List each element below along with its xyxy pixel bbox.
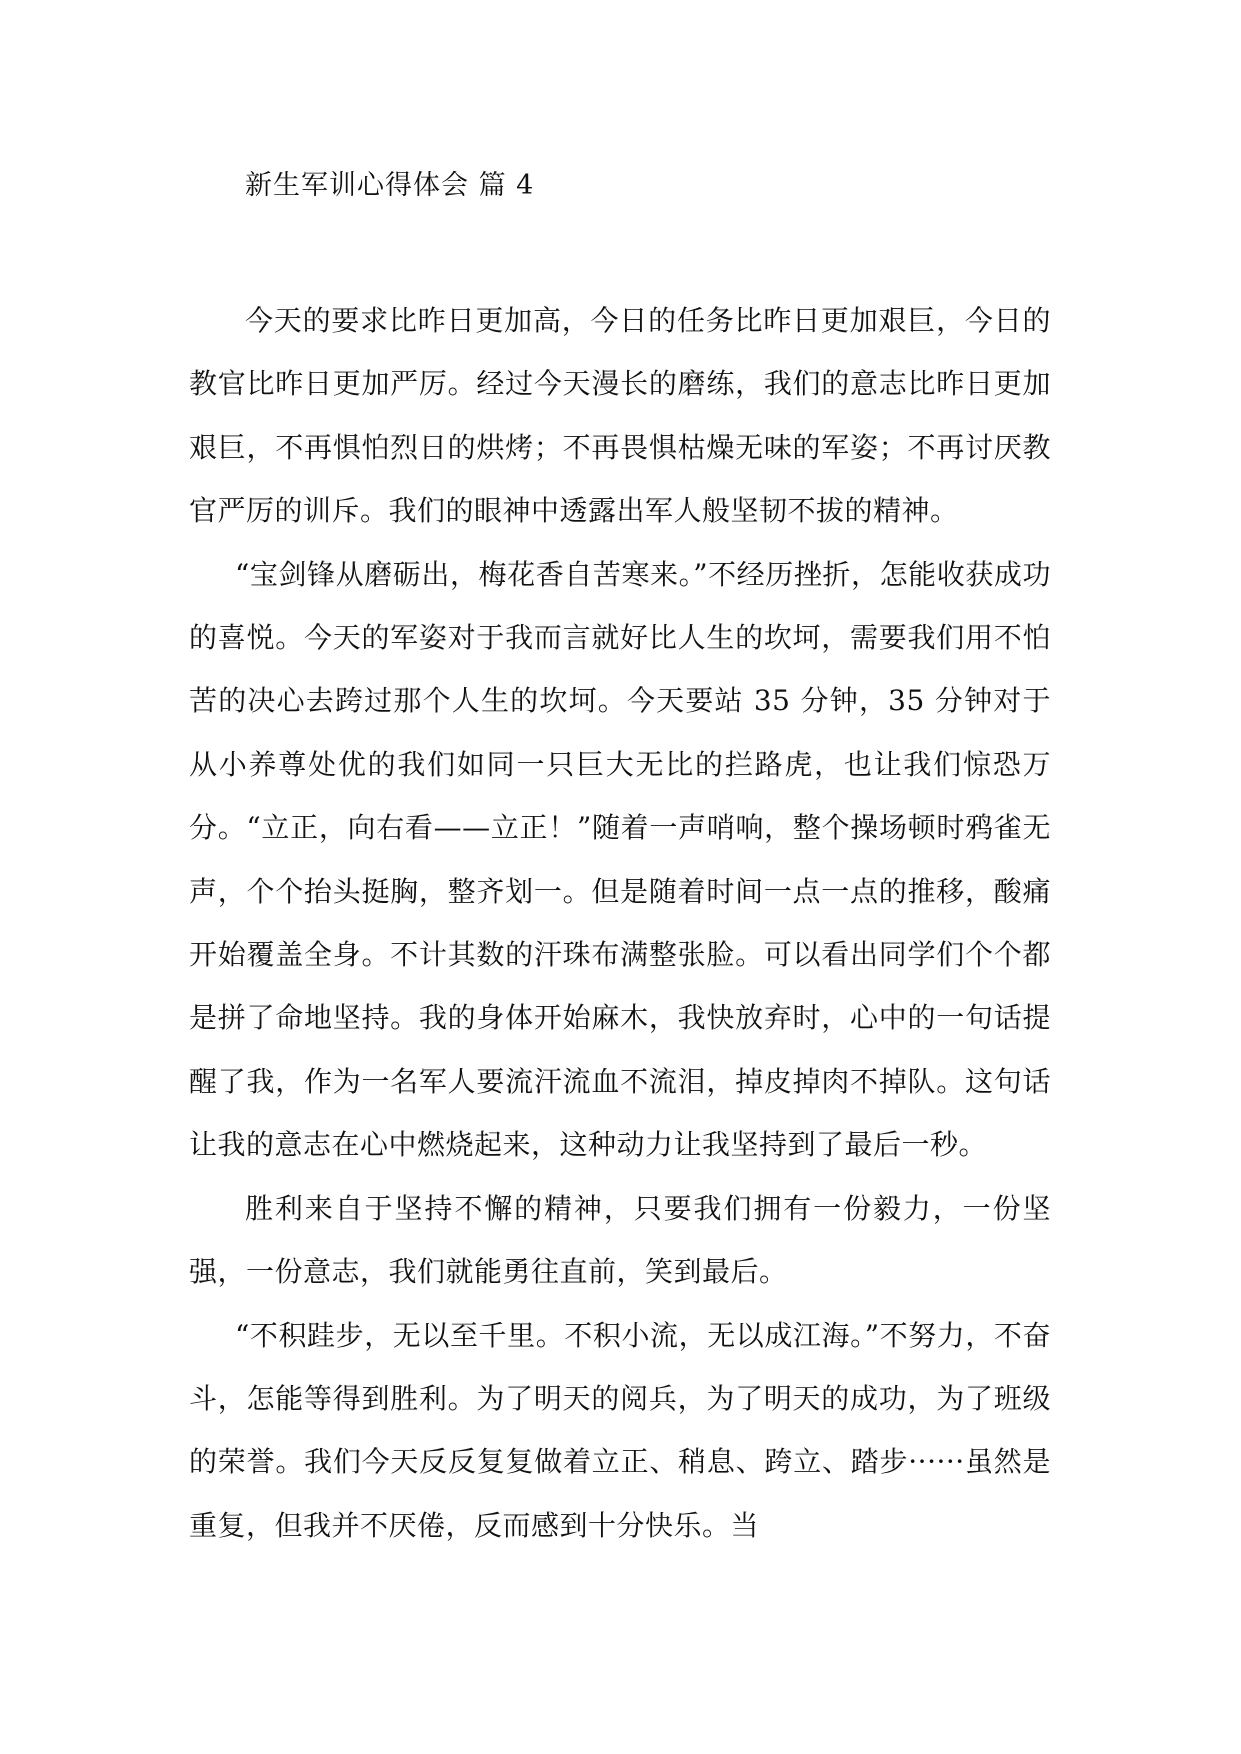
document-title: 新生军训心得体会 篇 4 <box>245 170 535 201</box>
document-body <box>189 289 1051 1557</box>
paragraph-2: “宝剑锋从磨砺出，梅花香自苦寒来。”不经历挫折，怎能收获成功的喜悦。今天的军姿对于我而言就好比人生的坎坷，需要我们用不怕苦的决心去跨过那个人生的坎坷。今天要站 35 分钟，35 分钟对于从小养尊处优的我们如同一只巨大无比的拦路虎，也让我们惊恐万分。“立正，向右看——立正！”随着一声哨响，整个操场顿时鸦雀无声，个个抬头挺胸，整齐划一。但是随着时间一点一点的推移，酸痛开始覆盖全身。不计其数的汗珠布满整张脸。可以看出同学们个个都是拼了命地坚持。我的身体开始麻木，我快放弃时，心中的一句话提醒了我，作为一名军人要流汗流血不流泪，掉皮掉肉不掉队。这句话让我的意志在心中燃烧起来，这种动力让我坚持到了最后一秒。 <box>189 557 1051 1162</box>
paragraph-4: “不积跬步，无以至千里。不积小流，无以成江海。”不努力，不奋斗，怎能等得到胜利。为了明天的阅兵，为了明天的成功，为了班级的荣誉。我们今天反反复复做着立正、稍息、跨立、踏步······虽然是重复，但我并不厌倦，反而感到十分快乐。当 <box>189 1318 1051 1542</box>
paragraph-1: 今天的要求比昨日更加高，今日的任务比昨日更加艰巨，今日的教官比昨日更加严厉。经过今天漫长的磨练，我们的意志比昨日更加艰巨，不再惧怕烈日的烘烤；不再畏惧枯燥无味的军姿；不再讨厌教官严厉的训斥。我们的眼神中透露出军人般坚韧不拔的精神。 <box>189 304 1051 528</box>
paragraph-3: 胜利来自于坚持不懈的精神，只要我们拥有一份毅力，一份坚强，一份意志，我们就能勇往直前，笑到最后。 <box>189 1191 1051 1289</box>
